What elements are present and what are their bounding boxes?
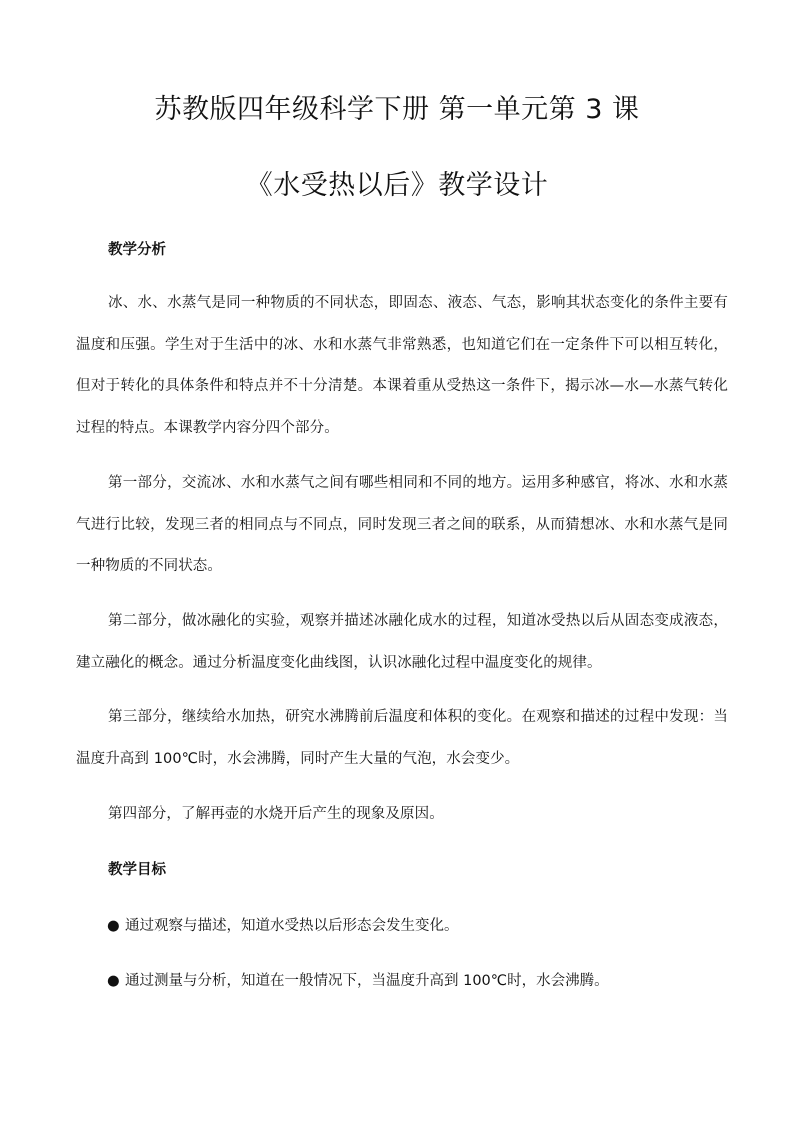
section-heading-objectives: 教学目标 (108, 862, 166, 878)
bullet-icon: ● (107, 973, 120, 989)
analysis-paragraph-2: 第一部分，交流冰、水和水蒸气之间有哪些相同和不同的地方。运用多种感官，将冰、水和水蒸气进行比较，发现三者的相同点与不同点，同时发现三者之间的联系，从而猜想冰、水和水蒸气是同一种物质的不同状态。 (76, 475, 728, 574)
analysis-paragraph-1: 冰、水、水蒸气是同一种物质的不同状态，即固态、液态、气态，影响其状态变化的条件主要有温度和压强。学生对于生活中的冰、水和水蒸气非常熟悉，也知道它们在一定条件下可以相互转化，但对于转化的具体条件和特点并不十分清楚。本课着重从受热这一条件下，揭示冰—水—水蒸气转化过程的特点。本课教学内容分四个部分。 (76, 295, 728, 436)
bullet-icon: ● (107, 918, 120, 934)
section-heading-analysis: 教学分析 (108, 242, 166, 258)
objective-item (107, 916, 747, 936)
objective-text: 通过测量与分析，知道在一般情况下，当温度升高到 100℃时，水会沸腾。 (125, 973, 609, 989)
document-title-line-1: 苏教版四年级科学下册 第一单元第 3 课 (154, 94, 640, 125)
document-title-line-2: 《水受热以后》教学设计 (245, 170, 549, 201)
analysis-paragraph-4: 第三部分，继续给水加热，研究水沸腾前后温度和体积的变化。在观察和描述的过程中发现：当温度升高到 100℃时，水会沸腾，同时产生大量的气泡，水会变少。 (76, 709, 728, 767)
analysis-paragraph-5: 第四部分，了解再壶的水烧开后产生的现象及原因。 (108, 806, 444, 822)
objective-text: 通过观察与描述，知道水受热以后形态会发生变化。 (125, 918, 459, 934)
analysis-paragraph-3: 第二部分，做冰融化的实验，观察并描述冰融化成水的过程，知道冰受热以后从固态变成液态，建立融化的概念。通过分析温度变化曲线图，认识冰融化过程中温度变化的规律。 (76, 613, 728, 671)
objective-item (107, 971, 747, 991)
